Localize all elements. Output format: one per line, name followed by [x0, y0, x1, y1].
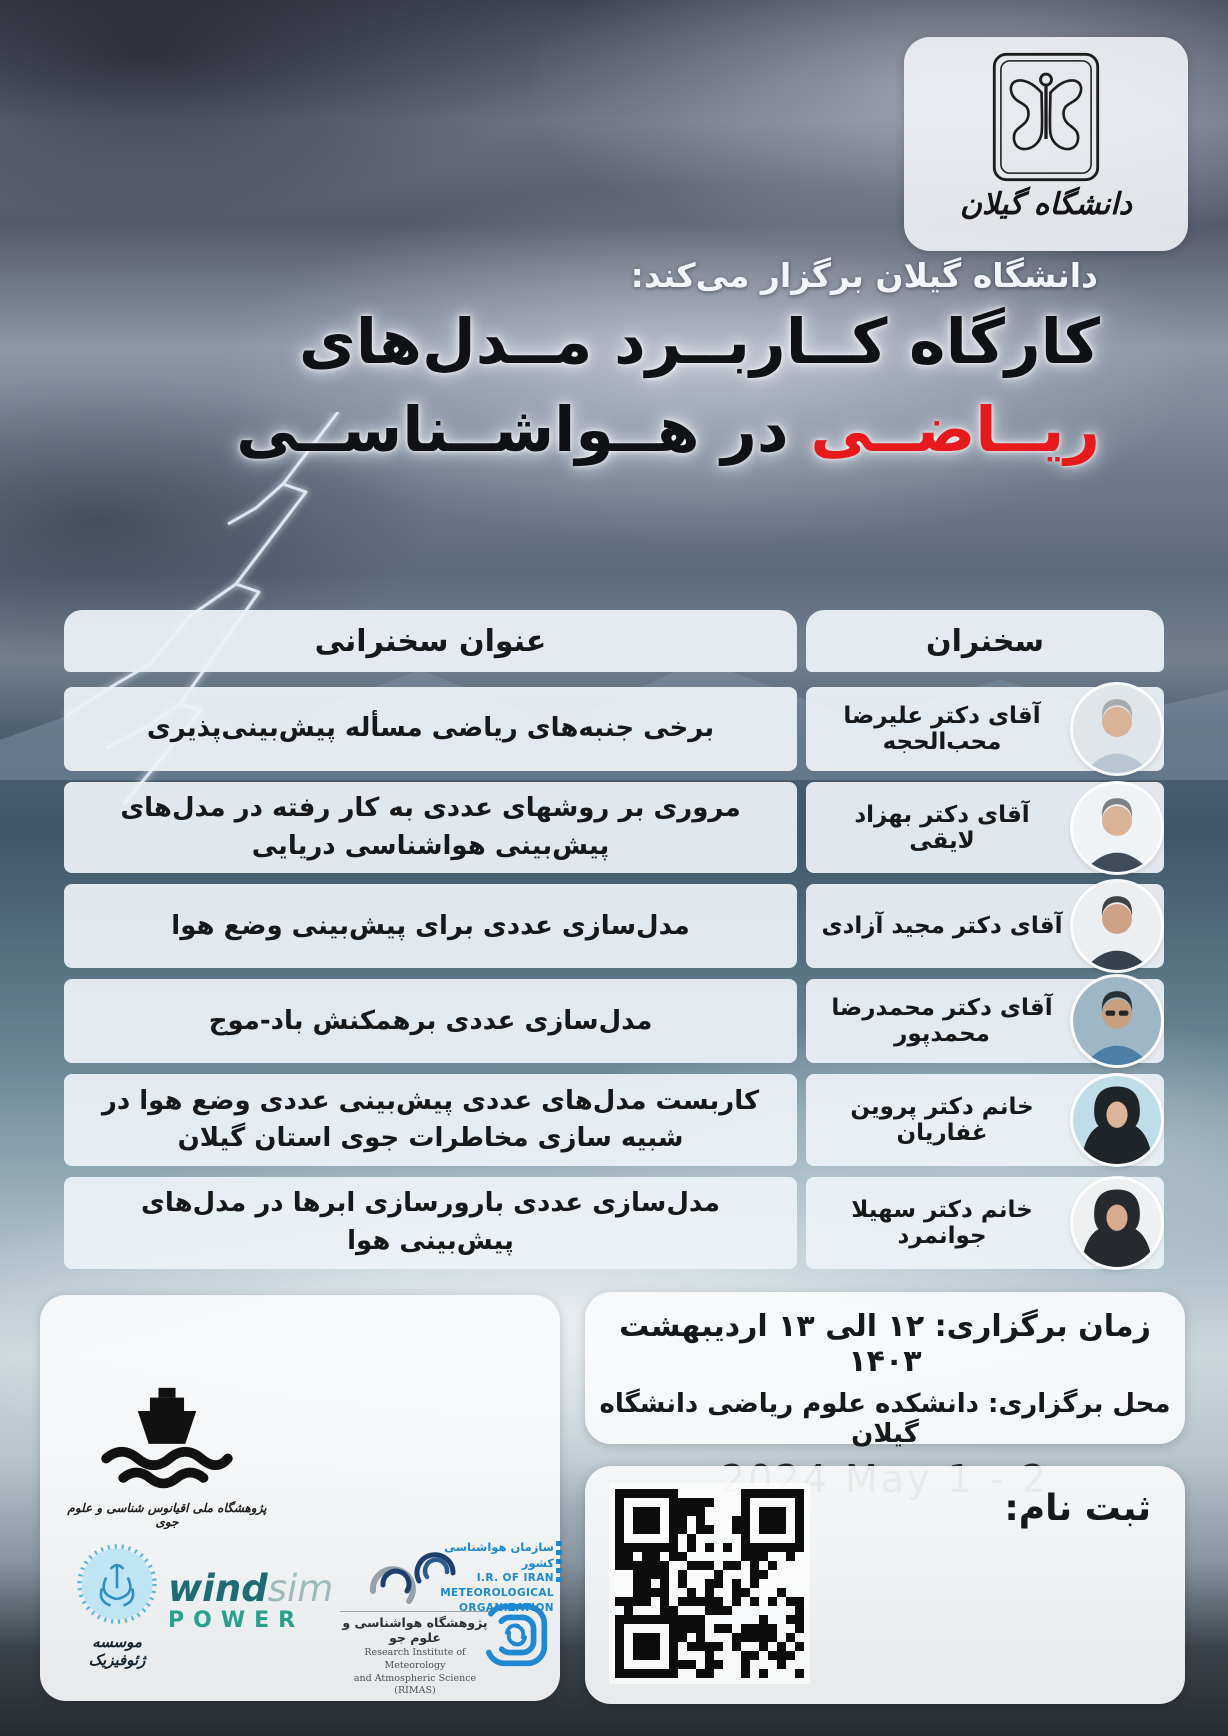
table-row — [64, 782, 1164, 873]
event-time: زمان برگزاری: ۱۲ الی ۱۳ اردیبهشت ۱۴۰۳ — [619, 1309, 1151, 1379]
geophysics-caption: موسسه ژئوفیزیک — [88, 1633, 146, 1669]
workshop-title — [236, 298, 1100, 474]
event-info-panel — [585, 1292, 1185, 1449]
speaker-photo — [1073, 1179, 1161, 1267]
header-title-column: عنوان سخنرانی — [64, 610, 797, 672]
event-location: محل برگزاری: دانشکده علوم ریاضی دانشگاه گیلان — [599, 1389, 1171, 1449]
speaker-cell — [806, 884, 1164, 968]
title-line-1: کارگاه کــاربــرد مــدل‌های — [298, 305, 1100, 378]
title-line-2 — [236, 386, 1100, 474]
speaker-photo — [1073, 685, 1161, 773]
speaker-name: خانم دکتر پروین غفاریان — [850, 1094, 1034, 1147]
title-line-2-red: ریــاضــی — [810, 393, 1100, 467]
university-name: دانشگاه گیلان — [960, 187, 1132, 222]
ship-logo-icon — [92, 1383, 242, 1495]
table-row — [64, 687, 1164, 771]
irimo-name-en1: I.R. OF IRAN — [476, 1572, 554, 1585]
header-speaker-column: سخنران — [806, 610, 1164, 672]
registration-label: ثبت نام: — [1004, 1488, 1151, 1529]
speaker-cell — [806, 687, 1164, 771]
speaker-cell — [806, 782, 1164, 873]
windsim-logo — [168, 1567, 348, 1633]
title-line-2-rest: در هــواشــناســی — [236, 393, 811, 467]
talk-title: مدل‌سازی عددی برای پیش‌بینی وضع هوا — [64, 884, 797, 968]
organizer-line: دانشگاه گیلان برگزار می‌کند: — [630, 256, 1098, 295]
speaker-photo — [1073, 1076, 1161, 1164]
talk-title: مروری بر روشهای عددی به کار رفته در مدل‌های پیش‌بینی هواشناسی دریایی — [64, 782, 797, 873]
rimas-caption-en: Research Institute of Meteorology and Atmospheric Science (RIMAS) — [353, 1647, 477, 1697]
sponsors-panel — [40, 1295, 560, 1701]
oceanography-caption: پژوهشگاه ملی اقیانوس شناسی و علوم جوی — [67, 1501, 267, 1529]
speaker-photo — [1073, 882, 1161, 970]
irimo-name-en3: ORGANIZATION — [459, 1601, 554, 1614]
rimas-caption-fa: پژوهشگاه هواشناسی و علوم جو — [340, 1611, 490, 1645]
speaker-name: خانم دکتر سهیلا جوانمرد — [851, 1197, 1033, 1250]
table-row — [64, 1074, 1164, 1166]
tehran-university-logo-icon — [74, 1541, 160, 1627]
oceanography-institute-logo — [62, 1383, 272, 1529]
irimo-name-fa: سازمان هواشناسی کشور — [444, 1540, 554, 1571]
table-header-row — [64, 610, 1164, 672]
talk-title: برخی جنبه‌های ریاضی مسأله پیش‌بینی‌پذیری — [64, 687, 797, 771]
windsim-wordmark: windsim — [168, 1567, 334, 1610]
speaker-photo — [1073, 977, 1161, 1065]
table-row — [64, 979, 1164, 1063]
guilan-emblem-icon — [987, 51, 1105, 183]
qr-code — [609, 1483, 810, 1684]
irimo-bars-icon — [556, 1541, 562, 1585]
university-logo-badge — [904, 37, 1188, 251]
windsim-power-text: POWER — [168, 1608, 305, 1633]
geophysics-institute-logo — [62, 1541, 172, 1669]
speaker-cell — [806, 1074, 1164, 1166]
table-row — [64, 1177, 1164, 1268]
registration-panel — [585, 1466, 1185, 1704]
speaker-cell — [806, 1177, 1164, 1268]
talk-title: مدل‌سازی عددی بارورسازی ابرها در مدل‌های پیش‌بینی هوا — [64, 1177, 797, 1268]
speaker-cell — [806, 979, 1164, 1063]
irimo-pinwheel-icon — [482, 1601, 550, 1669]
speaker-photo — [1073, 784, 1161, 872]
speaker-name: آقای دکتر محمدرضا محمدپور — [831, 995, 1053, 1048]
speaker-name: آقای دکتر بهزاد لایقی — [854, 801, 1030, 854]
schedule-table — [64, 610, 1164, 1280]
talk-title: مدل‌سازی عددی برهمکنش باد-موج — [64, 979, 797, 1063]
talk-title: کاربست مدل‌های عددی پیش‌بینی عددی وضع هوا در شبیه سازی مخاطرات جوی استان گیلان — [64, 1074, 797, 1166]
speaker-name: آقای دکتر علیرضا محب‌الحجه — [843, 703, 1041, 755]
irimo-name-en2: METEOROLOGICAL — [440, 1586, 554, 1599]
speaker-name: آقای دکتر مجید آزادی — [821, 913, 1063, 940]
irimo-logo — [480, 1601, 552, 1673]
table-row — [64, 884, 1164, 968]
